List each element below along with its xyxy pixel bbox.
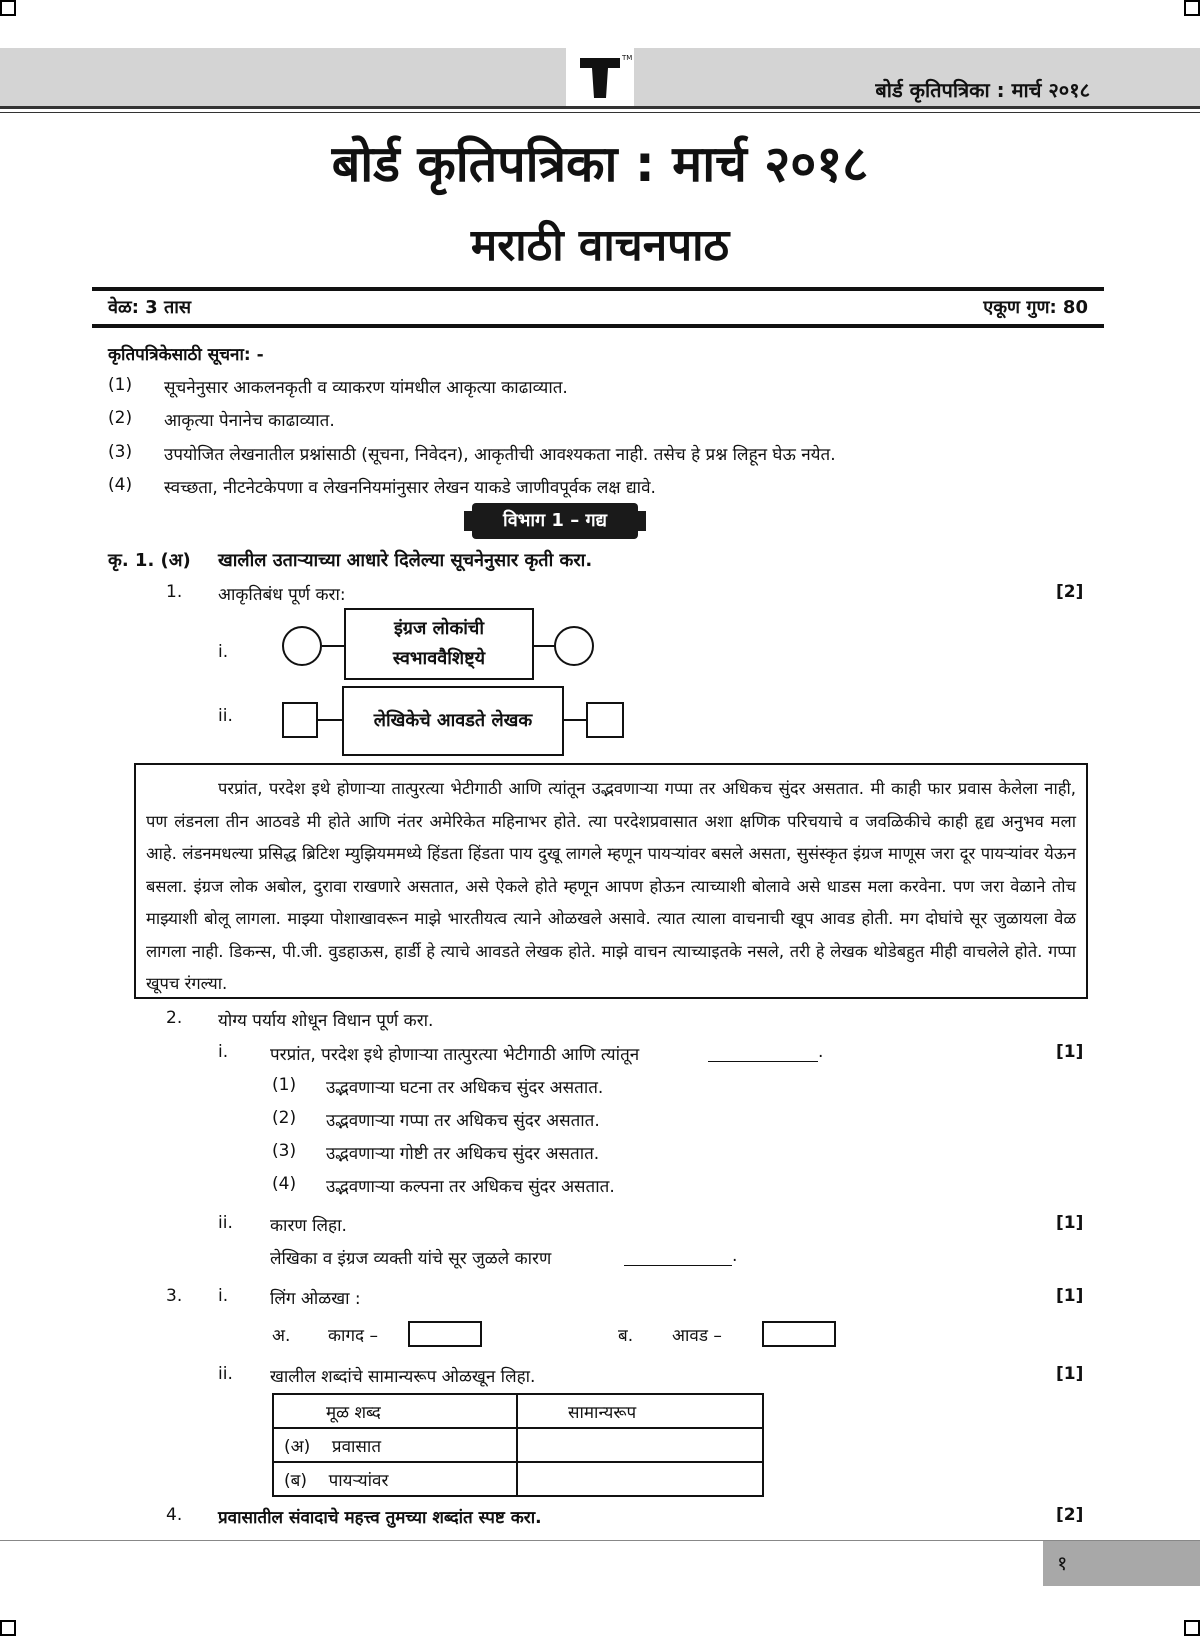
diagram-ii-label: ii. bbox=[218, 706, 233, 726]
q2-option-text: उद्भवणाऱ्या घटना तर अधिकच सुंदर असतात. bbox=[326, 1078, 604, 1098]
instructions-heading: कृतिपत्रिकेसाठी सूचना: - bbox=[108, 345, 264, 365]
q2-text: योग्य पर्याय शोधून विधान पूर्ण करा. bbox=[218, 1011, 434, 1031]
q3-a-word: कागद – bbox=[328, 1326, 378, 1346]
table-row-word: प्रवासात bbox=[331, 1436, 382, 1457]
q2-option-num: (3) bbox=[272, 1141, 297, 1161]
instruction-text: उपयोजित लेखनातील प्रश्नांसाठी (सूचना, निवेदन), आकृतीची आवश्यकता नाही. तसेच हे प्रश्न लिहून घेऊ नयेत. bbox=[164, 445, 836, 465]
q3-ii-text: खालील शब्दांचे सामान्यरूप ओळखून लिहा. bbox=[270, 1367, 536, 1387]
diagram-i-right-circle[interactable] bbox=[554, 626, 594, 666]
q4-marks: [2] bbox=[1056, 1505, 1084, 1525]
page-number: १ bbox=[1043, 1541, 1200, 1586]
q1-sub1-num: 1. bbox=[166, 582, 183, 602]
q2-i-marks: [1] bbox=[1056, 1042, 1084, 1062]
q3-a-label: अ. bbox=[272, 1326, 291, 1346]
q2-i-blank[interactable] bbox=[708, 1061, 818, 1062]
section-label: विभाग 1 – गद्य bbox=[472, 503, 638, 539]
q2-i-label: i. bbox=[218, 1042, 229, 1062]
q2-option-num: (2) bbox=[272, 1108, 297, 1128]
running-title: बोर्ड कृतिपत्रिका : मार्च २०१८ bbox=[875, 78, 1090, 102]
passage-box bbox=[134, 763, 1088, 999]
instruction-text: स्वच्छता, नीटनेटकेपणा व लेखननियमांनुसार लेखन याकडे जाणीवपूर्वक लक्ष द्यावे. bbox=[164, 478, 656, 498]
q2-option-num: (1) bbox=[272, 1075, 297, 1095]
table-cell-answer[interactable] bbox=[517, 1428, 763, 1462]
diagram-ii-left-arrow bbox=[318, 719, 342, 721]
q2-ii-label: ii. bbox=[218, 1213, 233, 1233]
q1-sub1-marks: [2] bbox=[1056, 582, 1084, 602]
q1-heading: खालील उताऱ्याच्या आधारे दिलेल्या सूचनेनुसार कृती करा. bbox=[218, 550, 593, 571]
meta-rule-bottom bbox=[92, 324, 1104, 328]
instruction-num: (4) bbox=[108, 475, 133, 495]
instruction-num: (1) bbox=[108, 375, 133, 395]
q1-prefix: कृ. 1. (अ) bbox=[108, 550, 191, 571]
diagram-i-line2: स्वभाववैशिष्ट्ये bbox=[392, 648, 486, 669]
q2-option-text: उद्भवणाऱ्या कल्पना तर अधिकच सुंदर असतात. bbox=[326, 1177, 615, 1197]
diagram-i-line1: इंग्रज लोकांची bbox=[393, 618, 485, 639]
crop-mark-top-right bbox=[1184, 0, 1200, 16]
q2-ii-blank[interactable] bbox=[624, 1265, 732, 1266]
diagram-i-label: i. bbox=[218, 642, 229, 662]
instruction-text: आकृत्या पेनानेच काढाव्यात. bbox=[164, 411, 335, 431]
diagram-i-left-arrow bbox=[322, 645, 344, 647]
crop-mark-top-left bbox=[0, 0, 16, 16]
diagram-ii-right-box[interactable] bbox=[586, 702, 624, 738]
q2-ii-sentence: लेखिका व इंग्रज व्यक्ती यांचे सूर जुळले कारण bbox=[270, 1249, 552, 1269]
q3-i-text: लिंग ओळखा : bbox=[270, 1289, 361, 1309]
q3-i-marks: [1] bbox=[1056, 1286, 1084, 1306]
q2-ii-period: . bbox=[732, 1246, 738, 1266]
q3-ii-label: ii. bbox=[218, 1364, 233, 1384]
q3-b-word: आवड – bbox=[672, 1326, 722, 1346]
diagram-i-right-arrow bbox=[534, 645, 556, 647]
t-logo-icon bbox=[566, 48, 634, 106]
table-header-row bbox=[273, 1394, 763, 1428]
footer-rule bbox=[0, 1540, 1200, 1541]
q2-ii-marks: [1] bbox=[1056, 1213, 1084, 1233]
table-row-num: (ब) bbox=[284, 1470, 307, 1491]
table-cell-word bbox=[273, 1428, 517, 1462]
instruction-num: (2) bbox=[108, 408, 133, 428]
crop-mark-bottom-left bbox=[0, 1620, 16, 1636]
q3-b-label: ब. bbox=[618, 1326, 634, 1346]
q2-option-text: उद्भवणाऱ्या गप्पा तर अधिकच सुंदर असतात. bbox=[326, 1111, 600, 1131]
table-cell-word bbox=[273, 1462, 517, 1496]
samanyarup-table bbox=[272, 1393, 764, 1497]
q3-i-label: i. bbox=[218, 1286, 229, 1306]
instruction-text: सूचनेनुसार आकलनकृती व व्याकरण यांमधील आकृत्या काढाव्यात. bbox=[164, 378, 568, 398]
svg-text:TM: TM bbox=[622, 54, 633, 62]
q4-text: प्रवासातील संवादाचे महत्त्व तुमच्या शब्दांत स्पष्ट करा. bbox=[218, 1508, 542, 1528]
q2-ii-text: कारण लिहा. bbox=[270, 1216, 347, 1236]
q3-a-answer-box[interactable] bbox=[408, 1321, 482, 1347]
instruction-num: (3) bbox=[108, 442, 133, 462]
crop-mark-bottom-right bbox=[1184, 1620, 1200, 1636]
q2-num: 2. bbox=[166, 1008, 183, 1028]
time-allowed: वेळ: 3 तास bbox=[108, 297, 192, 318]
table-row bbox=[273, 1428, 763, 1462]
q2-i-period: . bbox=[818, 1042, 824, 1062]
total-marks: एकूण गुण: 80 bbox=[983, 297, 1088, 318]
diagram-ii-left-box[interactable] bbox=[282, 702, 318, 738]
meta-rule-top bbox=[92, 287, 1104, 291]
q3-ii-marks: [1] bbox=[1056, 1364, 1084, 1384]
table-row-word: पायऱ्यांवर bbox=[328, 1470, 389, 1491]
page-title: बोर्ड कृतिपत्रिका : मार्च २०१८ bbox=[331, 135, 869, 193]
diagram-ii-right-arrow bbox=[564, 719, 586, 721]
diagram-i-left-circle[interactable] bbox=[282, 626, 322, 666]
q2-i-text: परप्रांत, परदेश इथे होणाऱ्या तात्पुरत्या भेटीगाठी आणि त्यांतून bbox=[270, 1045, 640, 1065]
passage-text: परप्रांत, परदेश इथे होणाऱ्या तात्पुरत्या भेटीगाठी आणि त्यांतून उद्भवणाऱ्या गप्पा तर अधिकच सुंदर असतात. मी काही फार प्रवास केलेला नाही, पण लंडनला तीन आठवडे मी होते आणि नंतर अमेरिकेत महिनाभर होते. त्या परदेशप्रवासात अशा क्षणिक परिचयाचे व जवळिकीचे काही हृद्य अनुभव मला आहे. लंडनमधल्या प्रसिद्ध ब्रिटिश म्युझियममध्ये हिंडता हिंडता पाय दुखू लागले म्हणून पायऱ्यांवर बसले असता, सुसंस्कृत इंग्रज माणूस जरा दूर पायऱ्यांवर येऊन बसला. इंग्रज लोक अबोल, दुरावा राखणारे असतात, असे ऐकले होते म्हणून आपण होऊन त्याच्याशी बोलावे असे धाडस मला करवेना. पण जरा वेळाने तोच माझ्याशी बोलू लागला. माझ्या पोशाखावरून माझे भारतीयत्व त्याने ओळखले असावे. त्यात त्याला वाचनाची खूप आवड होती. मग दोघांचे सूर जुळायला वेळ लागला नाही. डिकन्स, पी.जी. वुडहाऊस, हार्डी हे त्याचे आवडते लेखक होते. माझे वाचन त्याच्याइतके नसले, तरी हे लेखक थोडेबहुत मीही वाचलेले होते. गप्पा खूपच रंगल्या. bbox=[146, 779, 1076, 993]
table-row-num: (अ) bbox=[284, 1436, 311, 1457]
q1-sub1-text: आकृतिबंध पूर्ण करा: bbox=[218, 585, 346, 605]
q2-option-num: (4) bbox=[272, 1174, 297, 1194]
q3-num: 3. bbox=[166, 1286, 183, 1306]
table-row bbox=[273, 1462, 763, 1496]
q3-b-answer-box[interactable] bbox=[762, 1321, 836, 1347]
header-rule bbox=[0, 106, 1200, 109]
page-subtitle: मराठी वाचनपाठ bbox=[470, 220, 730, 271]
table-header-cell: मूळ शब्द bbox=[273, 1394, 517, 1428]
table-cell-answer[interactable] bbox=[517, 1462, 763, 1496]
q2-option-text: उद्भवणाऱ्या गोष्टी तर अधिकच सुंदर असतात. bbox=[326, 1144, 600, 1164]
table-header-cell: सामान्यरूप bbox=[517, 1394, 763, 1428]
diagram-i-center-box bbox=[344, 608, 534, 680]
diagram-ii-center-box: लेखिकेचे आवडते लेखक bbox=[342, 686, 564, 756]
header-rule-thin bbox=[0, 112, 1200, 113]
header-logo-area bbox=[566, 48, 634, 106]
q4-num: 4. bbox=[166, 1505, 183, 1525]
